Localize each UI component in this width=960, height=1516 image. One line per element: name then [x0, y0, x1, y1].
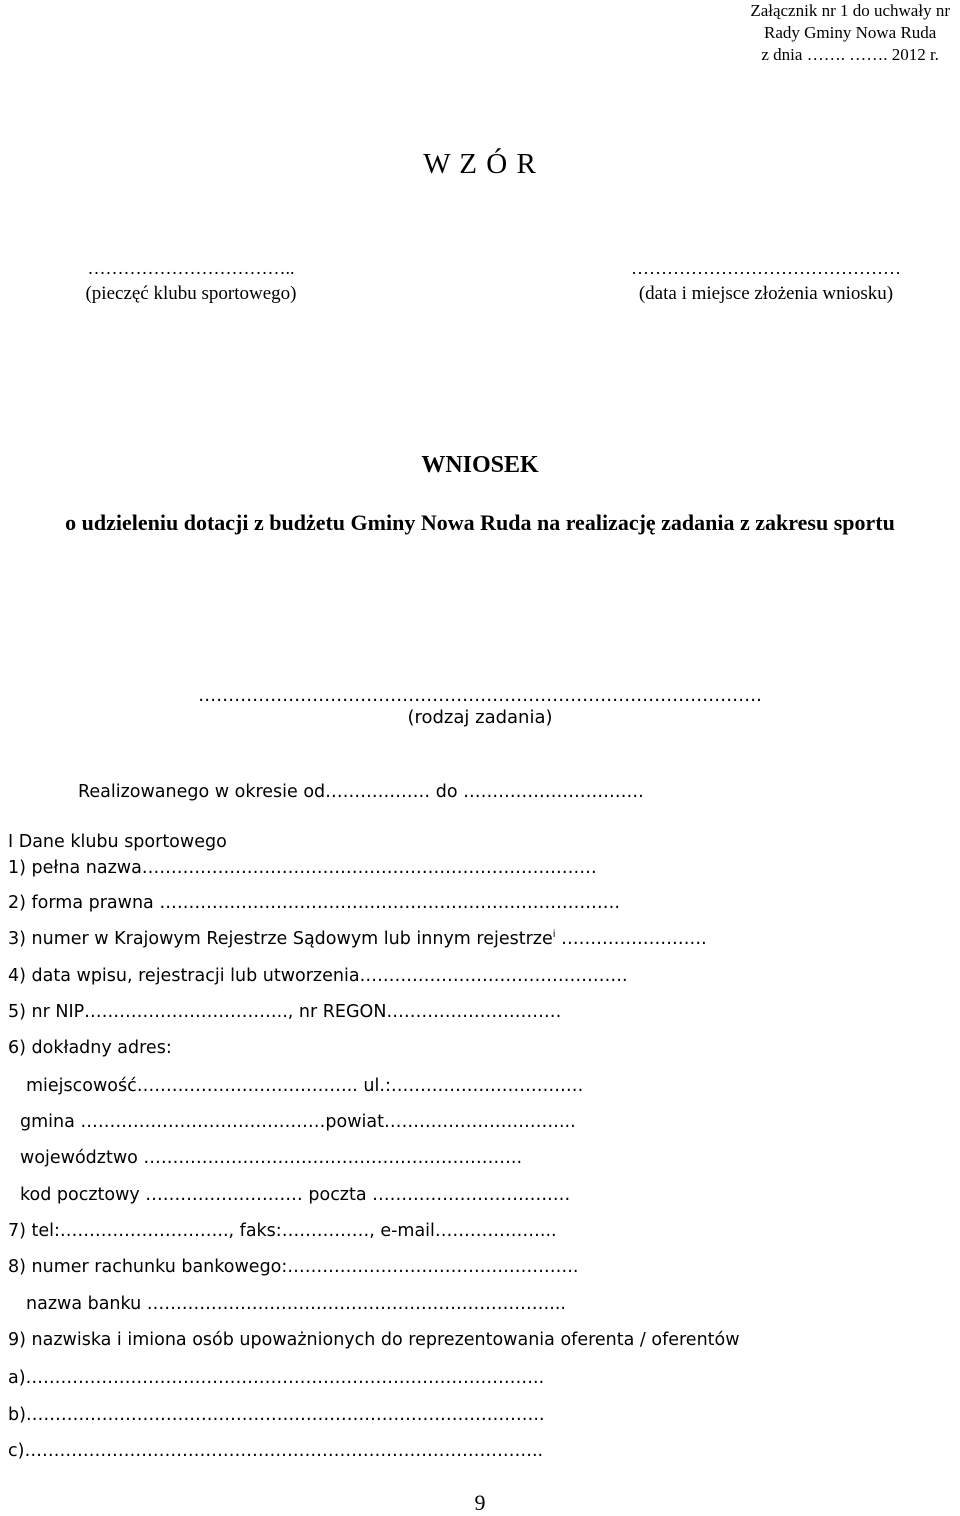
field-rep-c: c)…………………………………………………………………………….. [8, 1441, 544, 1461]
period-line: Realizowanego w okresie od……………… do …………………………. [78, 782, 644, 802]
field-nip-regon: 5) nr NIP…………………………….., nr REGON………………………… [8, 1002, 562, 1022]
field-contact: 7) tel:……………………….., faks:……………, e-mail………………... [8, 1221, 557, 1241]
task-type-caption: (rodzaj zadania) [407, 707, 553, 728]
field-full-name: 1) pełna nazwa…………………………………………………………………… [8, 858, 597, 878]
annex-note [750, 0, 950, 66]
page-number: 9 [474, 1490, 486, 1515]
date-place-dots: ……………………………………… [631, 258, 901, 278]
field-register [8, 929, 707, 949]
field-city-street: miejscowość……………………………….. ul.:…………………………… [26, 1076, 584, 1096]
footnote-marker: i [552, 929, 556, 941]
field-register-dots: ……………………. [555, 929, 707, 949]
field-legal-form: 2) forma prawna ……………………………………………………………………. [8, 893, 620, 913]
annex-line-2: Rady Gminy Nowa Ruda [763, 23, 937, 42]
annex-line-3: z dnia ……. ……. 2012 r. [761, 45, 939, 64]
field-postal: kod pocztowy ……………………… poczta ………………………….… [20, 1185, 571, 1205]
date-place-caption: (data i miejsce złożenia wniosku) [638, 283, 894, 304]
field-gmina-powiat: gmina ……………………………………powiat…………………………... [20, 1112, 576, 1132]
field-bank-name: nazwa banku ……………………………………………………………... [26, 1294, 566, 1314]
task-type-dots: …………………………………………………………………………………. [198, 685, 762, 706]
field-rep-a: a)…………………………………………………………………………….. [8, 1368, 545, 1388]
field-register-label: 3) numer w Krajowym Rejestrze Sądowym lub innym rejestrze [8, 929, 553, 949]
stamp-caption: (pieczęć klubu sportowego) [85, 283, 297, 304]
stamp-dots: …………………………….. [87, 258, 295, 278]
section-title: I Dane klubu sportowego [8, 832, 227, 852]
field-representatives: 9) nazwiska i imiona osób upoważnionych do reprezentowania oferenta / oferentów [8, 1330, 740, 1350]
field-rep-b: b)…………………………………………………………………………….. [8, 1405, 545, 1425]
field-bank-account: 8) numer rachunku bankowego:………………………………………….. [8, 1257, 579, 1277]
field-entry-date: 4) data wpisu, rejestracji lub utworzenia………………………………………. [8, 966, 628, 986]
document-subtitle: o udzieleniu dotacji z budżetu Gminy Nowa Ruda na realizację zadania z zakresu sportu [65, 510, 895, 535]
field-voivodeship: województwo ……………………………………………………….. [20, 1148, 523, 1168]
document-title: WNIOSEK [421, 452, 539, 478]
annex-line-1: Załącznik nr 1 do uchwały nr [750, 1, 950, 20]
field-address-heading: 6) dokładny adres: [8, 1038, 172, 1058]
template-heading: W Z Ó R [423, 148, 537, 180]
